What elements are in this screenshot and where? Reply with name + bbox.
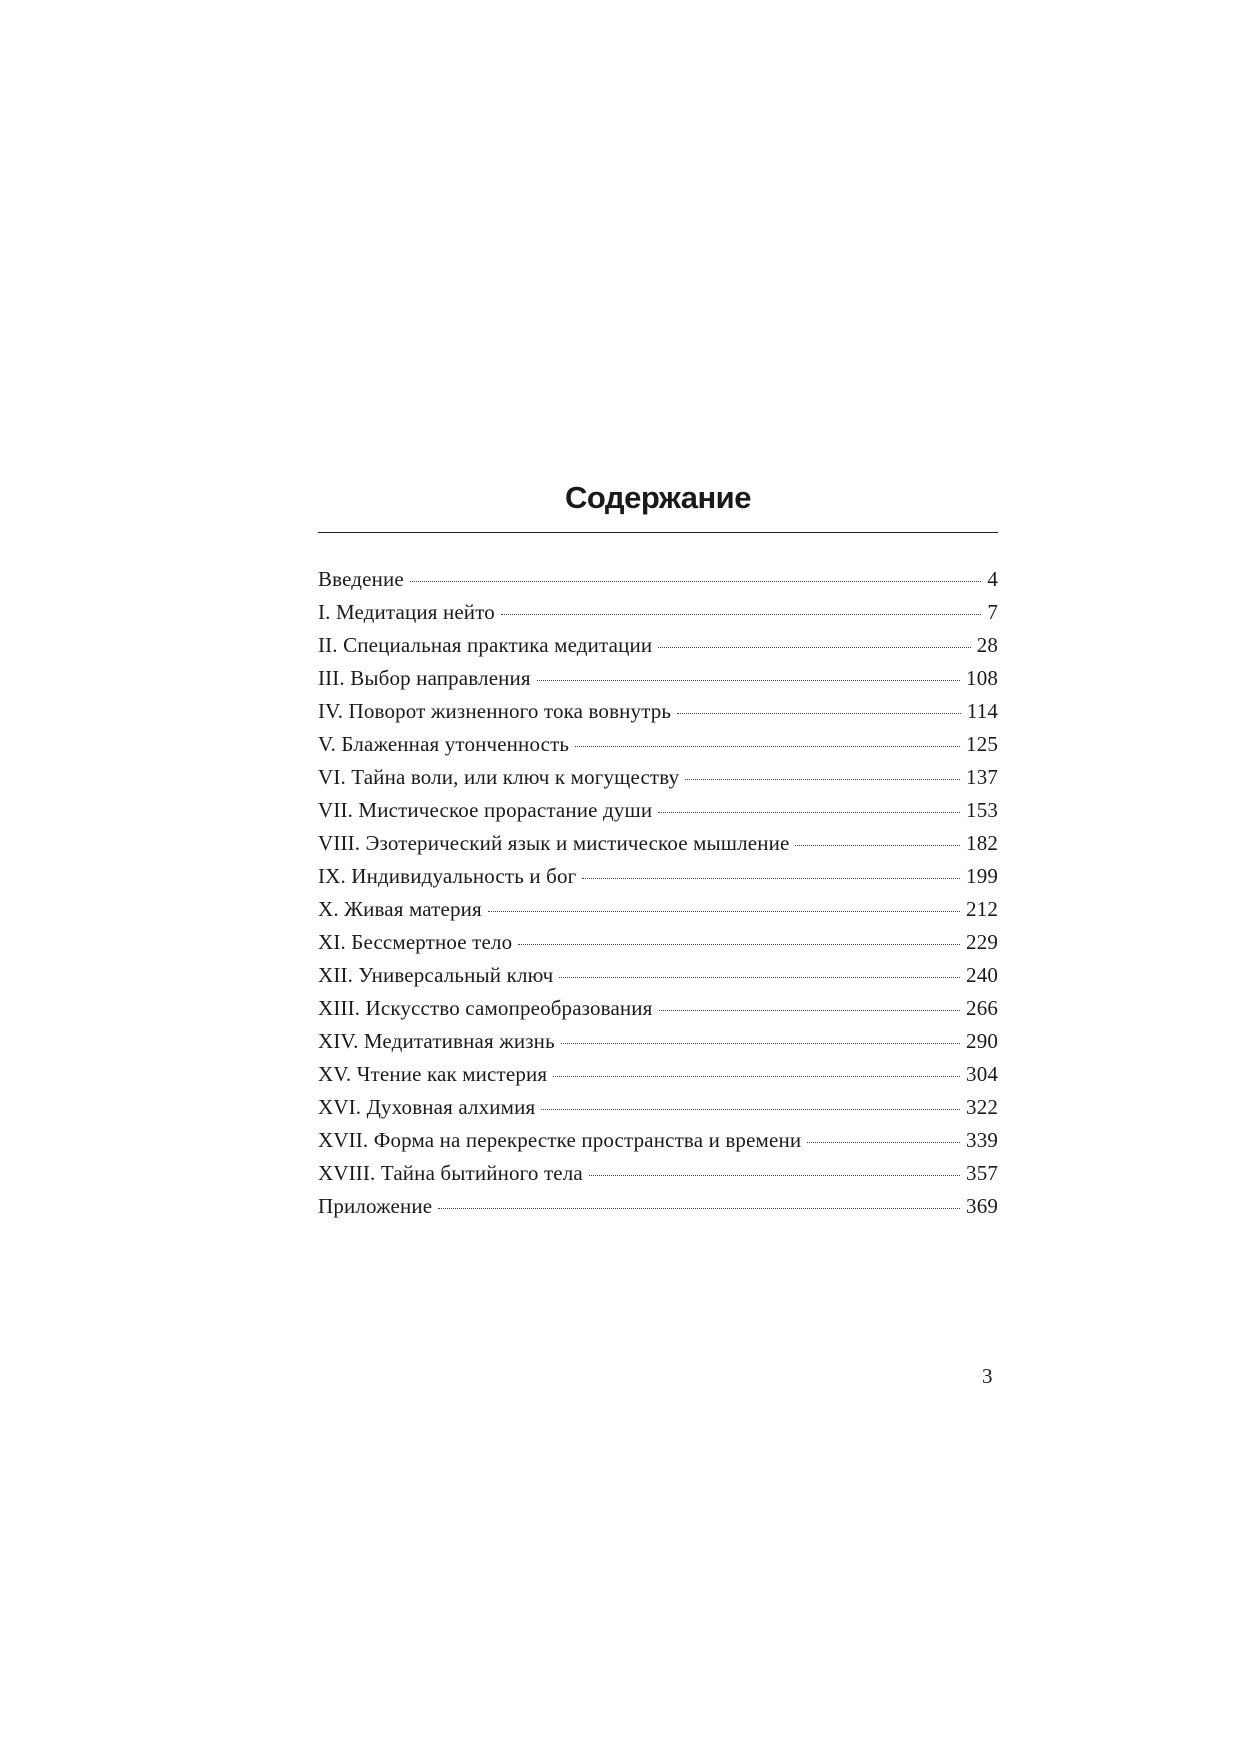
toc-entry <box>318 1157 998 1190</box>
toc-entry <box>318 1091 998 1124</box>
toc-entry <box>318 1058 998 1091</box>
page-number: 3 <box>982 1364 993 1388</box>
toc-entry-label: Введение <box>318 567 404 591</box>
toc-entry-page: 125 <box>966 732 998 756</box>
table-of-contents <box>318 478 998 1223</box>
toc-entry-page: 199 <box>966 864 998 888</box>
toc-entry-label: III. Выбор направления <box>318 666 531 690</box>
dot-leader <box>561 1043 960 1044</box>
toc-entry-label: VIII. Эзотерический язык и мистическое мышление <box>318 831 790 855</box>
toc-entry <box>318 662 998 695</box>
toc-entry <box>318 1025 998 1058</box>
dot-leader <box>438 1208 960 1209</box>
toc-entry-label: VI. Тайна воли, или ключ к могуществу <box>318 765 680 789</box>
toc-entry <box>318 1124 998 1157</box>
dot-leader <box>575 746 960 747</box>
toc-entry-page: 4 <box>987 567 998 591</box>
toc-entry-page: 182 <box>966 831 998 855</box>
dot-leader <box>518 944 960 945</box>
toc-title: Содержание <box>318 478 998 533</box>
toc-entry <box>318 794 998 827</box>
toc-entry-label: X. Живая материя <box>318 897 482 921</box>
toc-entry <box>318 563 998 596</box>
toc-entry-page: 304 <box>966 1062 998 1086</box>
dot-leader <box>658 812 960 813</box>
dot-leader <box>685 779 960 780</box>
toc-entry-page: 357 <box>966 1161 998 1185</box>
toc-entry-page: 137 <box>966 765 998 789</box>
toc-entry-page: 7 <box>987 600 998 624</box>
dot-leader <box>553 1076 960 1077</box>
toc-entry-label: II. Специальная практика медитации <box>318 633 653 657</box>
toc-entry-page: 153 <box>966 798 998 822</box>
dot-leader <box>589 1175 960 1176</box>
dot-leader <box>488 911 960 912</box>
toc-entry-label: IX. Индивидуальность и бог <box>318 864 577 888</box>
toc-entry <box>318 629 998 662</box>
toc-entry <box>318 992 998 1025</box>
toc-entry-page: 229 <box>966 930 998 954</box>
toc-entry-label: XV. Чтение как мистерия <box>318 1062 548 1086</box>
dot-leader <box>659 1010 961 1011</box>
dot-leader <box>410 581 981 582</box>
toc-entry-label: XVIII. Тайна бытийного тела <box>318 1161 583 1185</box>
dot-leader <box>795 845 960 846</box>
toc-entry-label: IV. Поворот жизненного тока вовнутрь <box>318 699 672 723</box>
toc-entry-label: I. Медитация нейто <box>318 600 495 624</box>
toc-entry-label: XIV. Медитативная жизнь <box>318 1029 555 1053</box>
toc-entry-page: 28 <box>976 633 998 657</box>
toc-entry-label: XII. Универсальный ключ <box>318 963 554 987</box>
dot-leader <box>658 647 970 648</box>
dot-leader <box>537 680 960 681</box>
toc-entry <box>318 596 998 629</box>
toc-entry <box>318 827 998 860</box>
toc-entry-label: XVII. Форма на перекрестке пространства и времени <box>318 1128 802 1152</box>
toc-entry-page: 369 <box>966 1194 998 1218</box>
toc-entry-label: XIII. Искусство самопреобразования <box>318 996 653 1020</box>
toc-entry <box>318 860 998 893</box>
toc-entry-page: 212 <box>966 897 998 921</box>
toc-entry-page: 266 <box>966 996 998 1020</box>
toc-entry-page: 240 <box>966 963 998 987</box>
toc-list <box>318 563 998 1223</box>
toc-entry <box>318 1190 998 1223</box>
toc-entry-label: V. Блаженная утонченность <box>318 732 570 756</box>
toc-entry-page: 322 <box>966 1095 998 1119</box>
dot-leader <box>677 713 961 714</box>
toc-entry-page: 339 <box>966 1128 998 1152</box>
dot-leader <box>501 614 981 615</box>
toc-entry <box>318 926 998 959</box>
toc-entry-label: XVI. Духовная алхимия <box>318 1095 536 1119</box>
toc-entry-label: XI. Бессмертное тело <box>318 930 513 954</box>
dot-leader <box>541 1109 960 1110</box>
toc-entry <box>318 695 998 728</box>
toc-entry <box>318 893 998 926</box>
toc-entry-page: 114 <box>966 699 998 723</box>
toc-entry <box>318 728 998 761</box>
toc-entry-label: VII. Мистическое прорастание души <box>318 798 653 822</box>
dot-leader <box>582 878 960 879</box>
toc-entry <box>318 959 998 992</box>
toc-entry-page: 108 <box>966 666 998 690</box>
toc-entry-page: 290 <box>966 1029 998 1053</box>
dot-leader <box>559 977 960 978</box>
toc-entry <box>318 761 998 794</box>
dot-leader <box>807 1142 960 1143</box>
toc-entry-label: Приложение <box>318 1194 433 1218</box>
